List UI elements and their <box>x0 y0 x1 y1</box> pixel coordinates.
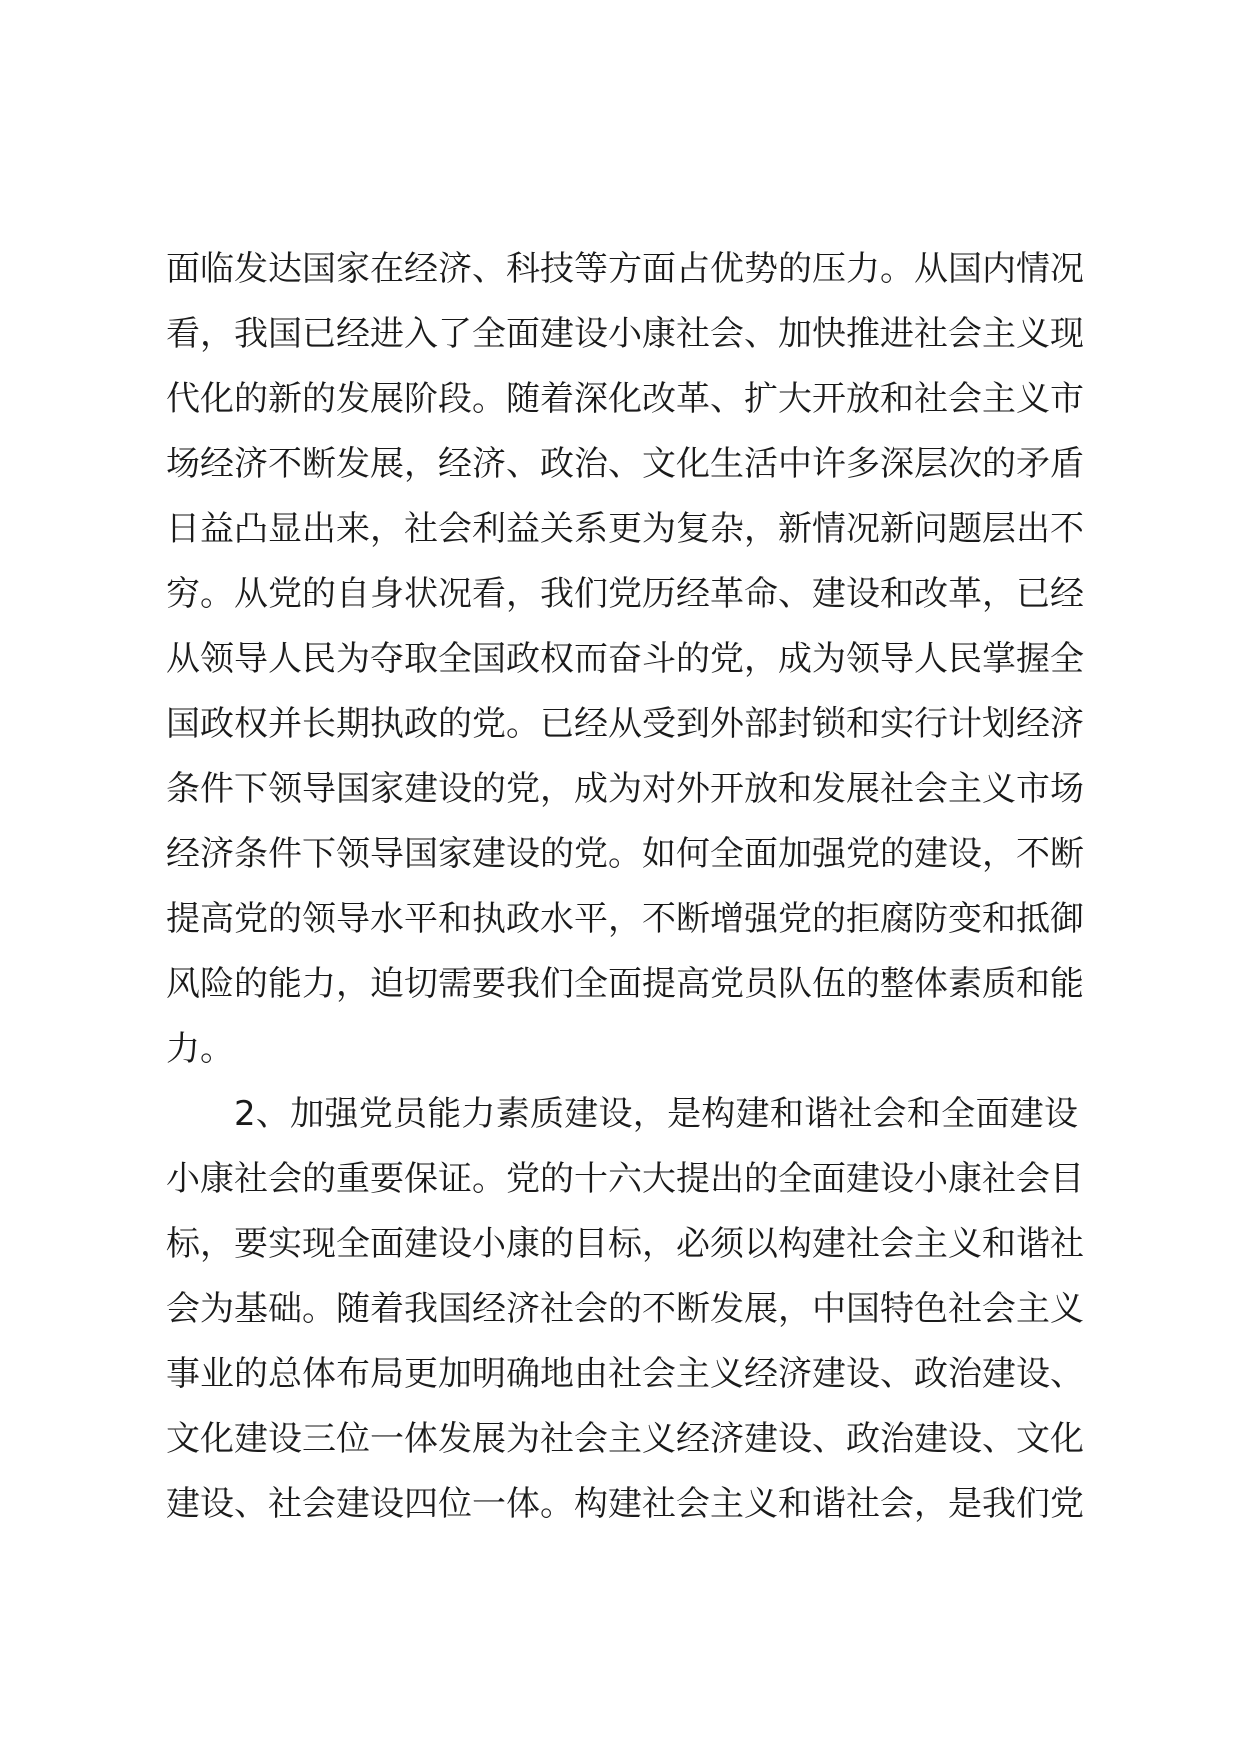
paragraph-2 <box>166 1082 1084 1537</box>
text-line: 从领导人民为夺取全国政权而奋斗的党，成为领导人民掌握全 <box>166 639 1084 679</box>
text-line: 日益凸显出来，社会利益关系更为复杂，新情况新问题层出不 <box>166 509 1084 549</box>
paragraph-1 <box>166 237 1084 1082</box>
text-line: 经济条件下领导国家建设的党。如何全面加强党的建设，不断 <box>166 834 1084 874</box>
text-line: 风险的能力，迫切需要我们全面提高党员队伍的整体素质和能 <box>166 964 1084 1004</box>
text-line: 会为基础。随着我国经济社会的不断发展，中国特色社会主义 <box>166 1289 1084 1329</box>
text-line: 国政权并长期执政的党。已经从受到外部封锁和实行计划经济 <box>166 704 1084 744</box>
text-line: 代化的新的发展阶段。随着深化改革、扩大开放和社会主义市 <box>166 379 1084 419</box>
text-line: 建设、社会建设四位一体。构建社会主义和谐社会，是我们党 <box>166 1484 1084 1524</box>
text-line: 文化建设三位一体发展为社会主义经济建设、政治建设、文化 <box>166 1419 1084 1459</box>
text-line: 看，我国已经进入了全面建设小康社会、加快推进社会主义现 <box>166 314 1084 354</box>
text-line: 提高党的领导水平和执政水平，不断增强党的拒腐防变和抵御 <box>166 899 1084 939</box>
text-line: 力。 <box>166 1029 234 1069</box>
text-line: 事业的总体布局更加明确地由社会主义经济建设、政治建设、 <box>166 1354 1084 1394</box>
text-line: 穷。从党的自身状况看，我们党历经革命、建设和改革，已经 <box>166 574 1084 614</box>
document-body <box>166 237 1084 1537</box>
text-line: 场经济不断发展，经济、政治、文化生活中许多深层次的矛盾 <box>166 444 1084 484</box>
text-line: 条件下领导国家建设的党，成为对外开放和发展社会主义市场 <box>166 769 1084 809</box>
text-line: 小康社会的重要保证。党的十六大提出的全面建设小康社会目 <box>166 1159 1084 1199</box>
text-line: 面临发达国家在经济、科技等方面占优势的压力。从国内情况 <box>166 249 1084 289</box>
text-line: 标，要实现全面建设小康的目标，必须以构建社会主义和谐社 <box>166 1224 1084 1264</box>
text-line: 2、加强党员能力素质建设，是构建和谐社会和全面建设 <box>234 1094 1078 1134</box>
